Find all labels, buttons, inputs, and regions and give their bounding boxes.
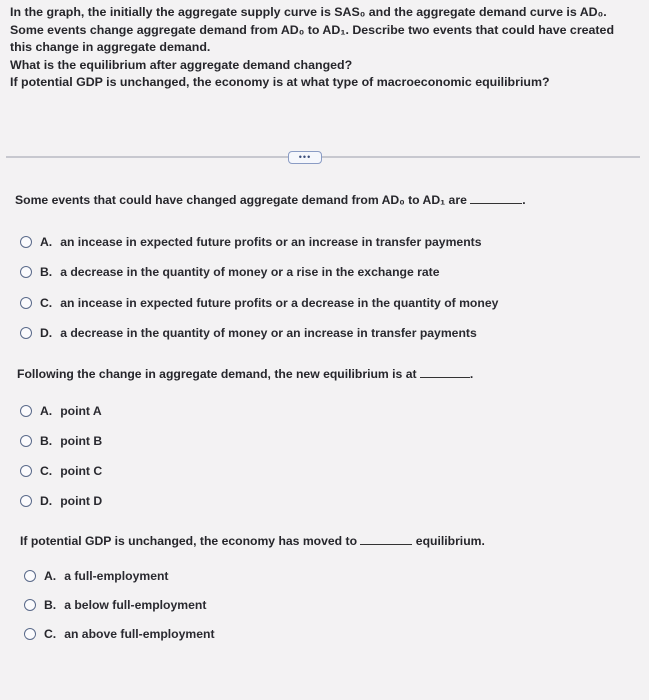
radio-button[interactable] — [24, 628, 36, 640]
answer-blank-2 — [420, 366, 470, 378]
q3-option-b[interactable]: B. a below full-employment — [24, 598, 206, 612]
q3-option-a[interactable]: A. a full-employment — [24, 569, 168, 583]
q2-option-c[interactable]: C. point C — [20, 464, 102, 478]
intro-line-3: What is the equilibrium after aggregate demand changed? — [10, 57, 353, 72]
q2-option-b[interactable]: B. point B — [20, 434, 102, 448]
q1-option-a[interactable]: A. an incease in expected future profits or an increase in transfer payments — [20, 235, 481, 249]
question-3-stem: If potential GDP is unchanged, the economy has moved to equilibrium. — [20, 534, 485, 548]
ellipsis-icon: ••• — [298, 152, 312, 162]
radio-button[interactable] — [20, 435, 32, 447]
radio-button[interactable] — [20, 266, 32, 278]
intro-line-2: Some events change aggregate demand from AD₀ to AD₁. Describe two events that could have created this change in aggregate demand. — [10, 22, 615, 54]
expand-button[interactable] — [288, 151, 322, 164]
radio-button[interactable] — [20, 297, 32, 309]
answer-blank-1 — [470, 192, 522, 204]
radio-button[interactable] — [24, 599, 36, 611]
radio-button[interactable] — [20, 236, 32, 248]
question-intro — [10, 4, 638, 92]
q2-option-a[interactable]: A. point A — [20, 404, 102, 418]
question-2-stem: Following the change in aggregate demand, the new equilibrium is at . — [17, 367, 474, 381]
q2-option-d[interactable]: D. point D — [20, 494, 102, 508]
radio-button[interactable] — [20, 465, 32, 477]
q1-option-d[interactable]: D. a decrease in the quantity of money or an increase in transfer payments — [20, 326, 477, 340]
intro-line-1: In the graph, the initially the aggregate supply curve is SAS₀ and the aggregate demand curve is AD₀. — [10, 5, 607, 19]
q1-option-c[interactable]: C. an incease in expected future profits or a decrease in the quantity of money — [20, 296, 498, 310]
intro-line-4: If potential GDP is unchanged, the economy is at what type of macroeconomic equilibrium? — [10, 75, 550, 89]
radio-button[interactable] — [20, 327, 32, 339]
radio-button[interactable] — [20, 495, 32, 507]
q3-option-c[interactable]: C. an above full-employment — [24, 627, 215, 641]
radio-button[interactable] — [24, 570, 36, 582]
radio-button[interactable] — [20, 405, 32, 417]
answer-blank-3 — [360, 533, 412, 545]
section-divider — [6, 156, 640, 158]
question-1-stem: Some events that could have changed aggregate demand from AD₀ to AD₁ are . — [15, 193, 526, 207]
q1-option-b[interactable]: B. a decrease in the quantity of money or a rise in the exchange rate — [20, 265, 439, 279]
